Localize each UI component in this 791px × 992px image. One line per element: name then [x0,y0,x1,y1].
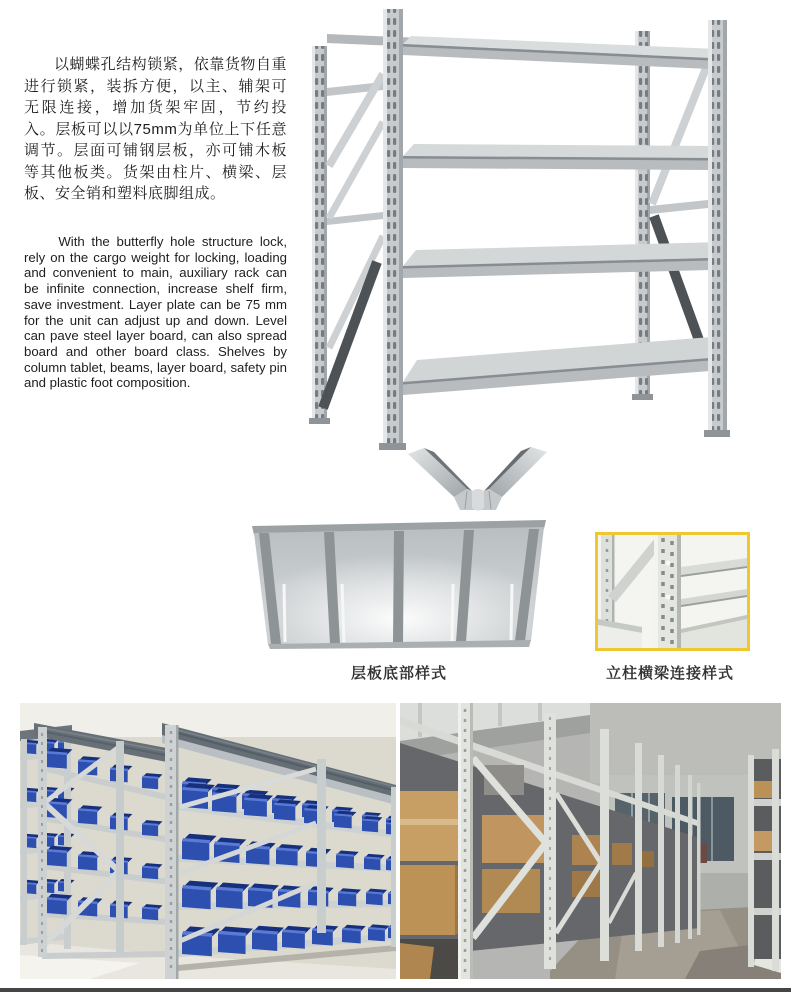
description-english: With the butterfly hole structure lock, rely on the cargo weight for locking, loading and convenient to main, auxiliary rack can be infinite connection, increase shelf firm, save investment. Layer plate can be 75 mm for the unit can adjust up and down. Level can pave steel layer board, can also spread board and other board class. Shelves by column tablet, beams, layer board, safety pin and plastic foot composition. [24,234,287,391]
right-front-column [704,20,730,437]
column-connection-photo [595,532,750,651]
shelf-bottom-render [252,520,546,650]
warehouse-photo [400,703,781,979]
left-front-column [379,9,406,450]
column-connection-scene [598,535,747,648]
caption-column-beam: 立柱横梁连接样式 [605,665,734,682]
shelf-level-2 [403,144,721,170]
beam-profile-render [405,447,550,513]
footer-bar [0,988,791,992]
bins-photo [20,703,396,979]
left-back-column [309,46,330,424]
shelf-level-1 [403,36,718,71]
description-chinese: 以蝴蝶孔结构锁紧，依靠货物自重进行锁紧，装拆方便，以主、辅架可无限连接，增加货架牢固，节约投入。层板可以以75mm为单位上下任意调节。层面可铺钢层板，亦可铺木板等其他板类。货架由柱片、横梁、层板、安全销和塑料底脚组成。 [24,56,287,202]
shelf-level-4 [403,336,724,395]
main-rack-render [293,4,773,450]
caption-shelf-bottom: 层板底部样式 [350,665,447,682]
